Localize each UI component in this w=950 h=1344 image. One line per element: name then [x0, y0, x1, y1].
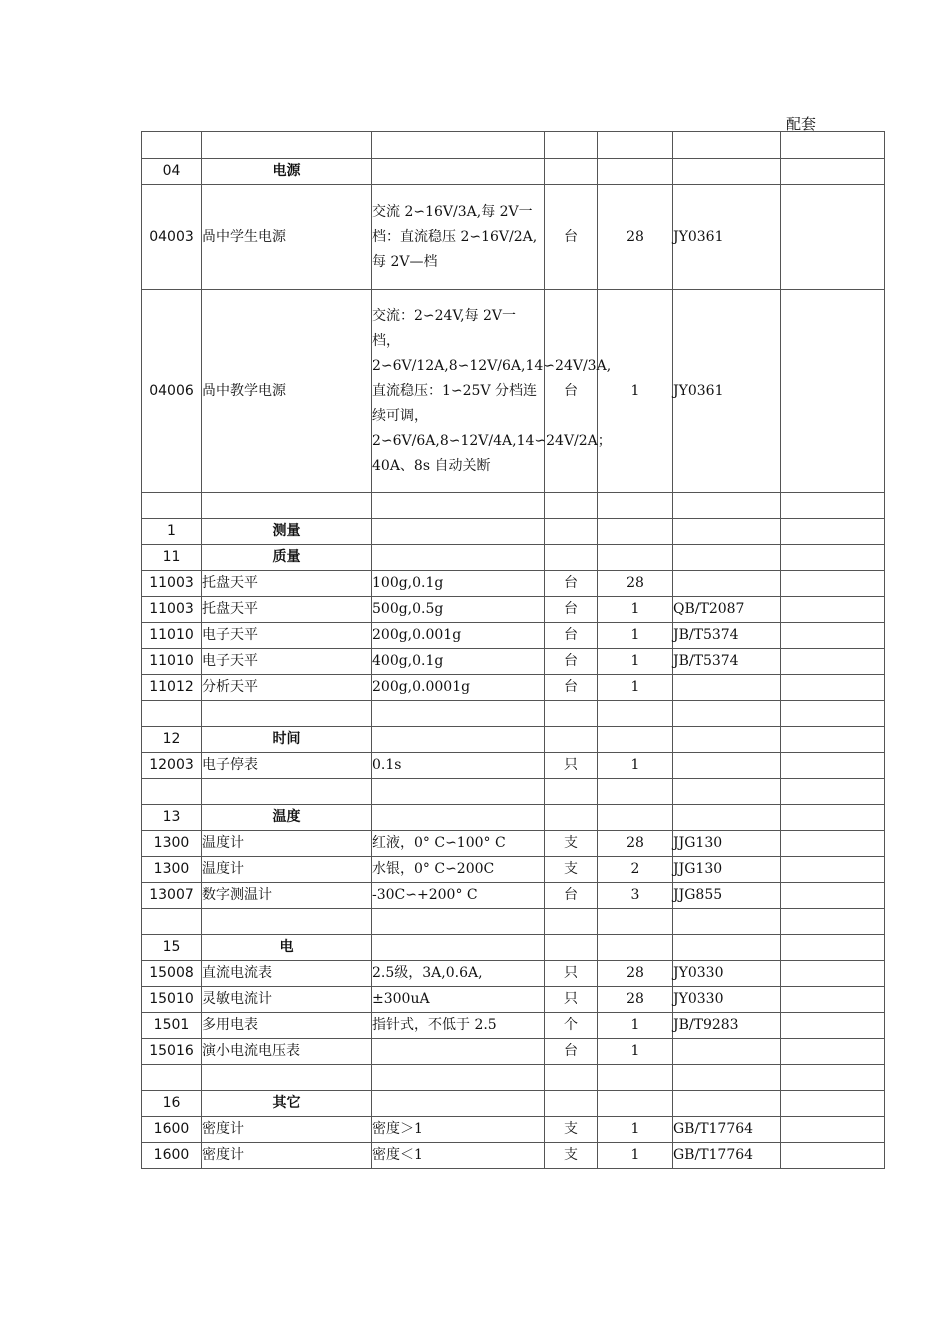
item-quantity: 1 — [598, 290, 673, 493]
item-quantity: 1 — [598, 623, 673, 649]
item-code: 1300 — [142, 831, 202, 857]
item-spec — [372, 159, 545, 185]
item-unit — [545, 159, 598, 185]
item-code: 11012 — [142, 675, 202, 701]
item-quantity: 3 — [598, 883, 673, 909]
item-standard — [673, 701, 781, 727]
item-note — [781, 857, 885, 883]
item-note — [781, 1039, 885, 1065]
blank-row — [142, 132, 885, 159]
item-code: 11010 — [142, 623, 202, 649]
item-name: 多用电表 — [202, 1013, 372, 1039]
item-code: 04 — [142, 159, 202, 185]
item-standard: QB/T2087 — [673, 597, 781, 623]
item-code — [142, 132, 202, 159]
item-quantity — [598, 727, 673, 753]
item-standard — [673, 909, 781, 935]
item-quantity: 1 — [598, 675, 673, 701]
item-quantity — [598, 493, 673, 519]
item-quantity — [598, 701, 673, 727]
item-code: 1501 — [142, 1013, 202, 1039]
item-note — [781, 571, 885, 597]
item-unit: 台 — [545, 623, 598, 649]
item-quantity: 1 — [598, 1143, 673, 1169]
item-quantity — [598, 935, 673, 961]
table-row — [142, 961, 885, 987]
item-note — [781, 883, 885, 909]
item-standard: JB/T9283 — [673, 1013, 781, 1039]
table-row — [142, 1013, 885, 1039]
item-standard: JY0330 — [673, 961, 781, 987]
item-note — [781, 935, 885, 961]
item-quantity: 28 — [598, 185, 673, 290]
category-name: 其它 — [202, 1091, 372, 1117]
item-spec: 2.5级，3A,0.6A, — [372, 961, 545, 987]
item-standard — [673, 519, 781, 545]
item-name: 密度计 — [202, 1117, 372, 1143]
item-spec — [372, 805, 545, 831]
item-name — [202, 909, 372, 935]
item-spec — [372, 935, 545, 961]
item-unit — [545, 545, 598, 571]
item-note — [781, 1013, 885, 1039]
item-note — [781, 909, 885, 935]
item-quantity — [598, 1065, 673, 1091]
item-name: 托盘天平 — [202, 571, 372, 597]
item-note — [781, 987, 885, 1013]
blank-row — [142, 779, 885, 805]
item-unit: 台 — [545, 1039, 598, 1065]
item-note — [781, 701, 885, 727]
table-row — [142, 1143, 885, 1169]
item-spec — [372, 1091, 545, 1117]
item-unit: 台 — [545, 883, 598, 909]
item-name: 密度计 — [202, 1143, 372, 1169]
category-name: 温度 — [202, 805, 372, 831]
table-row — [142, 987, 885, 1013]
item-spec: ±300uA — [372, 987, 545, 1013]
item-note — [781, 727, 885, 753]
item-spec: 水银，0° C∽200C — [372, 857, 545, 883]
item-unit: 只 — [545, 987, 598, 1013]
item-unit — [545, 909, 598, 935]
item-unit — [545, 805, 598, 831]
item-standard — [673, 753, 781, 779]
item-name: 分析天平 — [202, 675, 372, 701]
item-note — [781, 519, 885, 545]
table-row — [142, 597, 885, 623]
item-standard — [673, 935, 781, 961]
item-name: 直流电流表 — [202, 961, 372, 987]
item-note — [781, 290, 885, 493]
item-standard: JB/T5374 — [673, 649, 781, 675]
item-code: 04003 — [142, 185, 202, 290]
item-note — [781, 623, 885, 649]
item-spec — [372, 1039, 545, 1065]
item-spec — [372, 701, 545, 727]
item-standard: JY0330 — [673, 987, 781, 1013]
item-unit: 支 — [545, 857, 598, 883]
item-note — [781, 1143, 885, 1169]
item-code: 12 — [142, 727, 202, 753]
category-name: 电源 — [202, 159, 372, 185]
item-code: 15016 — [142, 1039, 202, 1065]
item-standard — [673, 675, 781, 701]
item-code: 1600 — [142, 1117, 202, 1143]
item-unit — [545, 779, 598, 805]
item-unit: 台 — [545, 571, 598, 597]
item-standard: JB/T5374 — [673, 623, 781, 649]
equipment-table-body — [142, 132, 885, 1169]
item-quantity: 1 — [598, 597, 673, 623]
item-name — [202, 779, 372, 805]
item-standard: JJG130 — [673, 831, 781, 857]
item-quantity — [598, 545, 673, 571]
item-unit — [545, 132, 598, 159]
item-unit — [545, 1065, 598, 1091]
category-row — [142, 805, 885, 831]
item-note — [781, 545, 885, 571]
item-spec: 密度＞1 — [372, 1117, 545, 1143]
item-note — [781, 649, 885, 675]
item-standard — [673, 727, 781, 753]
item-quantity — [598, 805, 673, 831]
table-row — [142, 1039, 885, 1065]
item-name: 咼中教学电源 — [202, 290, 372, 493]
item-unit: 只 — [545, 753, 598, 779]
item-spec: 200g,0.001g — [372, 623, 545, 649]
category-row — [142, 1091, 885, 1117]
item-quantity: 1 — [598, 1013, 673, 1039]
table-row — [142, 571, 885, 597]
item-name: 咼中学生电源 — [202, 185, 372, 290]
item-quantity: 1 — [598, 1039, 673, 1065]
item-name: 电子停表 — [202, 753, 372, 779]
item-quantity — [598, 519, 673, 545]
item-quantity: 1 — [598, 649, 673, 675]
category-row — [142, 545, 885, 571]
item-note — [781, 1065, 885, 1091]
table-row — [142, 290, 885, 493]
item-name: 演小电流电压表 — [202, 1039, 372, 1065]
item-name: 电子天平 — [202, 649, 372, 675]
item-standard — [673, 493, 781, 519]
item-quantity — [598, 159, 673, 185]
item-standard: JY0361 — [673, 185, 781, 290]
item-unit — [545, 493, 598, 519]
item-spec — [372, 545, 545, 571]
item-spec — [372, 779, 545, 805]
item-unit — [545, 701, 598, 727]
item-code: 04006 — [142, 290, 202, 493]
item-spec: 500g,0.5g — [372, 597, 545, 623]
item-spec — [372, 519, 545, 545]
item-spec — [372, 493, 545, 519]
item-spec — [372, 727, 545, 753]
item-standard — [673, 1091, 781, 1117]
item-spec: 100g,0.1g — [372, 571, 545, 597]
item-code: 15010 — [142, 987, 202, 1013]
item-code — [142, 701, 202, 727]
item-unit: 支 — [545, 1117, 598, 1143]
item-unit: 台 — [545, 649, 598, 675]
table-row — [142, 649, 885, 675]
item-code: 11003 — [142, 571, 202, 597]
item-unit: 台 — [545, 185, 598, 290]
item-spec: 交流 2∽16V/3A,每 2V一档：直流稳压 2∽16V/2A,每 2V—档 — [372, 185, 545, 290]
item-spec: -30C∽+200° C — [372, 883, 545, 909]
item-unit — [545, 727, 598, 753]
item-code: 1600 — [142, 1143, 202, 1169]
item-unit — [545, 935, 598, 961]
item-code: 16 — [142, 1091, 202, 1117]
blank-row — [142, 701, 885, 727]
item-note — [781, 159, 885, 185]
table-row — [142, 623, 885, 649]
item-name: 托盘天平 — [202, 597, 372, 623]
item-unit: 只 — [545, 961, 598, 987]
item-note — [781, 493, 885, 519]
item-unit: 支 — [545, 1143, 598, 1169]
item-code: 11010 — [142, 649, 202, 675]
item-code — [142, 779, 202, 805]
item-standard: JJG130 — [673, 857, 781, 883]
item-note — [781, 675, 885, 701]
item-spec: 指针式，不低于 2.5 — [372, 1013, 545, 1039]
item-note — [781, 779, 885, 805]
item-spec — [372, 1065, 545, 1091]
category-row — [142, 727, 885, 753]
category-row — [142, 159, 885, 185]
item-code: 1300 — [142, 857, 202, 883]
item-unit: 台 — [545, 675, 598, 701]
item-standard — [673, 132, 781, 159]
item-standard — [673, 1065, 781, 1091]
item-quantity: 1 — [598, 753, 673, 779]
item-note — [781, 1117, 885, 1143]
item-standard: JY0361 — [673, 290, 781, 493]
item-standard — [673, 571, 781, 597]
item-standard — [673, 779, 781, 805]
header-note: 配套 — [786, 115, 817, 133]
item-standard — [673, 805, 781, 831]
item-name — [202, 132, 372, 159]
item-code: 1 — [142, 519, 202, 545]
item-name — [202, 701, 372, 727]
table-row — [142, 1117, 885, 1143]
blank-row — [142, 909, 885, 935]
item-spec: 200g,0.0001g — [372, 675, 545, 701]
item-note — [781, 961, 885, 987]
item-code: 15008 — [142, 961, 202, 987]
item-quantity: 28 — [598, 987, 673, 1013]
item-note — [781, 132, 885, 159]
item-quantity: 1 — [598, 1117, 673, 1143]
category-name: 电 — [202, 935, 372, 961]
item-unit: 台 — [545, 290, 598, 493]
item-name: 电子天平 — [202, 623, 372, 649]
item-quantity — [598, 909, 673, 935]
item-unit — [545, 1091, 598, 1117]
item-unit — [545, 519, 598, 545]
item-spec — [372, 132, 545, 159]
item-name: 数字测温计 — [202, 883, 372, 909]
item-code — [142, 909, 202, 935]
item-name: 温度计 — [202, 831, 372, 857]
item-quantity — [598, 779, 673, 805]
item-spec: 密度＜1 — [372, 1143, 545, 1169]
item-unit: 支 — [545, 831, 598, 857]
table-row — [142, 185, 885, 290]
item-quantity: 28 — [598, 831, 673, 857]
item-standard — [673, 159, 781, 185]
item-note — [781, 805, 885, 831]
item-code — [142, 493, 202, 519]
item-standard: GB/T17764 — [673, 1143, 781, 1169]
item-standard: JJG855 — [673, 883, 781, 909]
item-quantity: 28 — [598, 961, 673, 987]
item-name: 温度计 — [202, 857, 372, 883]
item-note — [781, 185, 885, 290]
item-spec: 红液，0° C∽100° C — [372, 831, 545, 857]
item-unit: 个 — [545, 1013, 598, 1039]
item-code: 11 — [142, 545, 202, 571]
item-code — [142, 1065, 202, 1091]
table-row — [142, 831, 885, 857]
item-name — [202, 493, 372, 519]
table-row — [142, 753, 885, 779]
item-code: 15 — [142, 935, 202, 961]
item-name: 灵敏电流计 — [202, 987, 372, 1013]
category-row — [142, 519, 885, 545]
item-quantity: 28 — [598, 571, 673, 597]
item-standard: GB/T17764 — [673, 1117, 781, 1143]
item-spec: 交流：2∽24V,每 2V一档，2∽6V/12A,8∽12V/6A,14∽24V/3A,直流稳压：1∽25V 分档连续可调，2∽6V/6A,8∽12V/4A,14∽24V/2A；40A、8s 自动关断 — [372, 290, 545, 493]
table-row — [142, 675, 885, 701]
item-quantity: 2 — [598, 857, 673, 883]
item-spec: 400g,0.1g — [372, 649, 545, 675]
item-code: 13007 — [142, 883, 202, 909]
item-code: 11003 — [142, 597, 202, 623]
item-spec: 0.1s — [372, 753, 545, 779]
item-spec — [372, 909, 545, 935]
item-note — [781, 753, 885, 779]
item-standard — [673, 1039, 781, 1065]
item-unit: 台 — [545, 597, 598, 623]
item-standard — [673, 545, 781, 571]
item-quantity — [598, 1091, 673, 1117]
item-code: 13 — [142, 805, 202, 831]
item-note — [781, 1091, 885, 1117]
equipment-table — [141, 131, 885, 1169]
category-name: 时间 — [202, 727, 372, 753]
table-row — [142, 857, 885, 883]
category-name: 测量 — [202, 519, 372, 545]
item-code: 12003 — [142, 753, 202, 779]
category-name: 质量 — [202, 545, 372, 571]
item-quantity — [598, 132, 673, 159]
item-note — [781, 831, 885, 857]
table-row — [142, 883, 885, 909]
blank-row — [142, 1065, 885, 1091]
category-row — [142, 935, 885, 961]
blank-row — [142, 493, 885, 519]
item-note — [781, 597, 885, 623]
item-name — [202, 1065, 372, 1091]
